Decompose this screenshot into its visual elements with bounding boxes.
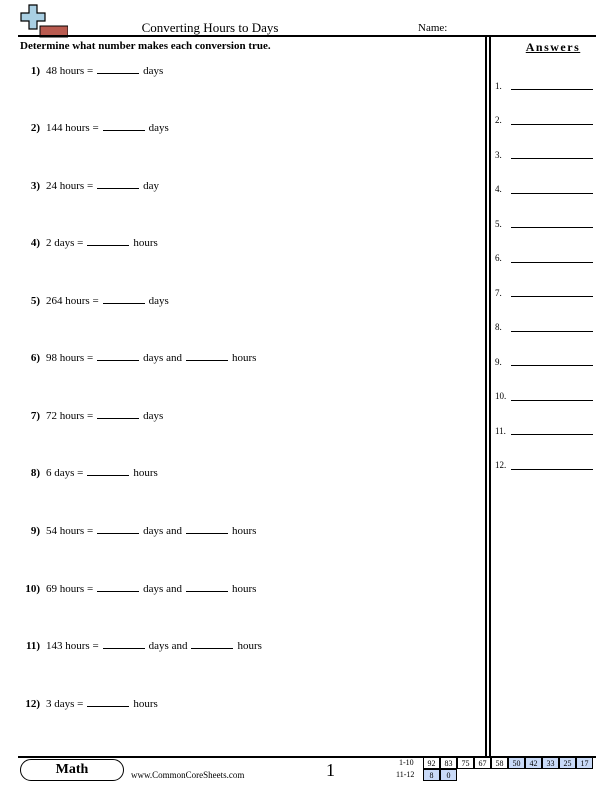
problem-1 [18, 65, 163, 81]
header-rule [18, 35, 596, 37]
problem-number: 8) [30, 467, 40, 479]
problem-4 [18, 237, 158, 253]
problem-unit: day [143, 180, 160, 192]
problem-text: 54 hours = [46, 525, 94, 537]
problem-text: 2 days = [46, 237, 84, 249]
problem-11 [18, 640, 262, 656]
answer-label-3: 3. [495, 150, 502, 160]
column-divider-left [485, 36, 487, 756]
website-text: www.CommonCoreSheets.com [131, 770, 245, 780]
answer-line-11[interactable] [511, 434, 593, 435]
problem-unit: hours [133, 237, 158, 249]
score-key-label-1: 1-10 [399, 758, 414, 767]
problem-unit: days [148, 295, 169, 307]
problem-unit: hours [133, 467, 158, 479]
problem-unit: days [148, 122, 169, 134]
page-number: 1 [326, 760, 335, 780]
score-key-cell: 67 [474, 757, 491, 769]
answer-label-5: 5. [495, 219, 502, 229]
problem-number: 7) [30, 410, 40, 422]
problem-text: 6 days = [46, 467, 84, 479]
answer-line-8[interactable] [511, 331, 593, 332]
problem-text: 72 hours = [46, 410, 94, 422]
score-key-cell: 17 [576, 757, 593, 769]
answer-line-1[interactable] [511, 89, 593, 90]
score-key-cell: 58 [491, 757, 508, 769]
answer-blank[interactable] [97, 418, 139, 419]
problem-text: 144 hours = [46, 122, 99, 134]
answer-label-1: 1. [495, 81, 502, 91]
answer-blank[interactable] [87, 475, 129, 476]
name-label: Name: [418, 22, 448, 34]
score-key-cell: 0 [440, 769, 457, 781]
column-divider-right [489, 36, 491, 756]
answer-blank[interactable] [103, 648, 145, 649]
answer-blank[interactable] [87, 706, 129, 707]
problem-unit: days [143, 410, 164, 422]
answer-label-12: 12. [495, 460, 507, 470]
answer-line-10[interactable] [511, 400, 593, 401]
answer-label-7: 7. [495, 288, 502, 298]
answer-label-9: 9. [495, 357, 502, 367]
answer-line-4[interactable] [511, 193, 593, 194]
problem-2 [18, 122, 169, 138]
problem-10 [18, 583, 256, 599]
problem-unit: hours [231, 525, 257, 537]
score-key-cell: 83 [440, 757, 457, 769]
answer-label-6: 6. [495, 253, 502, 263]
problem-unit: hours [231, 583, 257, 595]
problem-number: 4) [30, 237, 40, 249]
instructions: Determine what number makes each conversion true. [20, 40, 271, 52]
problem-mid-text: days and [148, 640, 188, 652]
problem-9 [18, 525, 256, 541]
problem-8 [18, 467, 158, 483]
problem-5 [18, 295, 169, 311]
answer-blank[interactable] [97, 73, 139, 74]
answer-line-3[interactable] [511, 158, 593, 159]
answer-blank[interactable] [87, 245, 129, 246]
score-key-cell: 92 [423, 757, 440, 769]
problem-number: 3) [30, 180, 40, 192]
problem-unit: days [143, 65, 164, 77]
answer-blank[interactable] [97, 533, 139, 534]
answer-label-8: 8. [495, 322, 502, 332]
answer-blank[interactable] [103, 130, 145, 131]
answer-blank[interactable] [191, 648, 233, 649]
answer-label-10: 10. [495, 391, 507, 401]
problem-number: 11) [25, 640, 40, 652]
answers-heading: Answers [525, 40, 581, 54]
problem-12 [18, 698, 158, 714]
answer-blank[interactable] [186, 533, 228, 534]
problem-number: 6) [30, 352, 40, 364]
answer-blank[interactable] [97, 360, 139, 361]
score-key-label-2: 11-12 [396, 770, 415, 779]
problem-text: 264 hours = [46, 295, 99, 307]
answer-blank[interactable] [186, 591, 228, 592]
answer-label-4: 4. [495, 184, 502, 194]
score-key-cell: 25 [559, 757, 576, 769]
score-key-cell: 33 [542, 757, 559, 769]
problem-6 [18, 352, 256, 368]
problem-7 [18, 410, 163, 426]
answer-label-11: 11. [495, 426, 506, 436]
score-key-cell: 50 [508, 757, 525, 769]
score-key-cell: 8 [423, 769, 440, 781]
answer-line-9[interactable] [511, 365, 593, 366]
answer-blank[interactable] [97, 591, 139, 592]
problem-number: 12) [25, 698, 40, 710]
problem-mid-text: days and [143, 583, 182, 595]
problem-3 [18, 180, 159, 196]
answer-line-6[interactable] [511, 262, 593, 263]
score-key-cell: 42 [525, 757, 542, 769]
problem-text: 98 hours = [46, 352, 94, 364]
answer-line-12[interactable] [511, 469, 593, 470]
answer-line-2[interactable] [511, 124, 593, 125]
answer-blank[interactable] [97, 188, 139, 189]
problem-text: 143 hours = [46, 640, 99, 652]
score-key-cell: 75 [457, 757, 474, 769]
problem-text: 48 hours = [46, 65, 94, 77]
problem-text: 69 hours = [46, 583, 94, 595]
problem-unit: hours [237, 640, 262, 652]
problem-unit: hours [231, 352, 257, 364]
problem-unit: hours [133, 698, 158, 710]
worksheet-title: Converting Hours to Days [141, 20, 279, 35]
problem-number: 2) [30, 122, 40, 134]
answer-blank[interactable] [103, 303, 145, 304]
problem-number: 9) [30, 525, 40, 537]
answer-line-5[interactable] [511, 227, 593, 228]
problem-text: 24 hours = [46, 180, 94, 192]
problem-number: 10) [25, 583, 40, 595]
answer-line-7[interactable] [511, 296, 593, 297]
problem-mid-text: days and [143, 525, 182, 537]
answer-label-2: 2. [495, 115, 502, 125]
problem-number: 5) [30, 295, 40, 307]
answer-blank[interactable] [186, 360, 228, 361]
problem-text: 3 days = [46, 698, 84, 710]
problem-number: 1) [30, 65, 40, 77]
problem-mid-text: days and [143, 352, 182, 364]
math-badge: Math [20, 759, 124, 781]
